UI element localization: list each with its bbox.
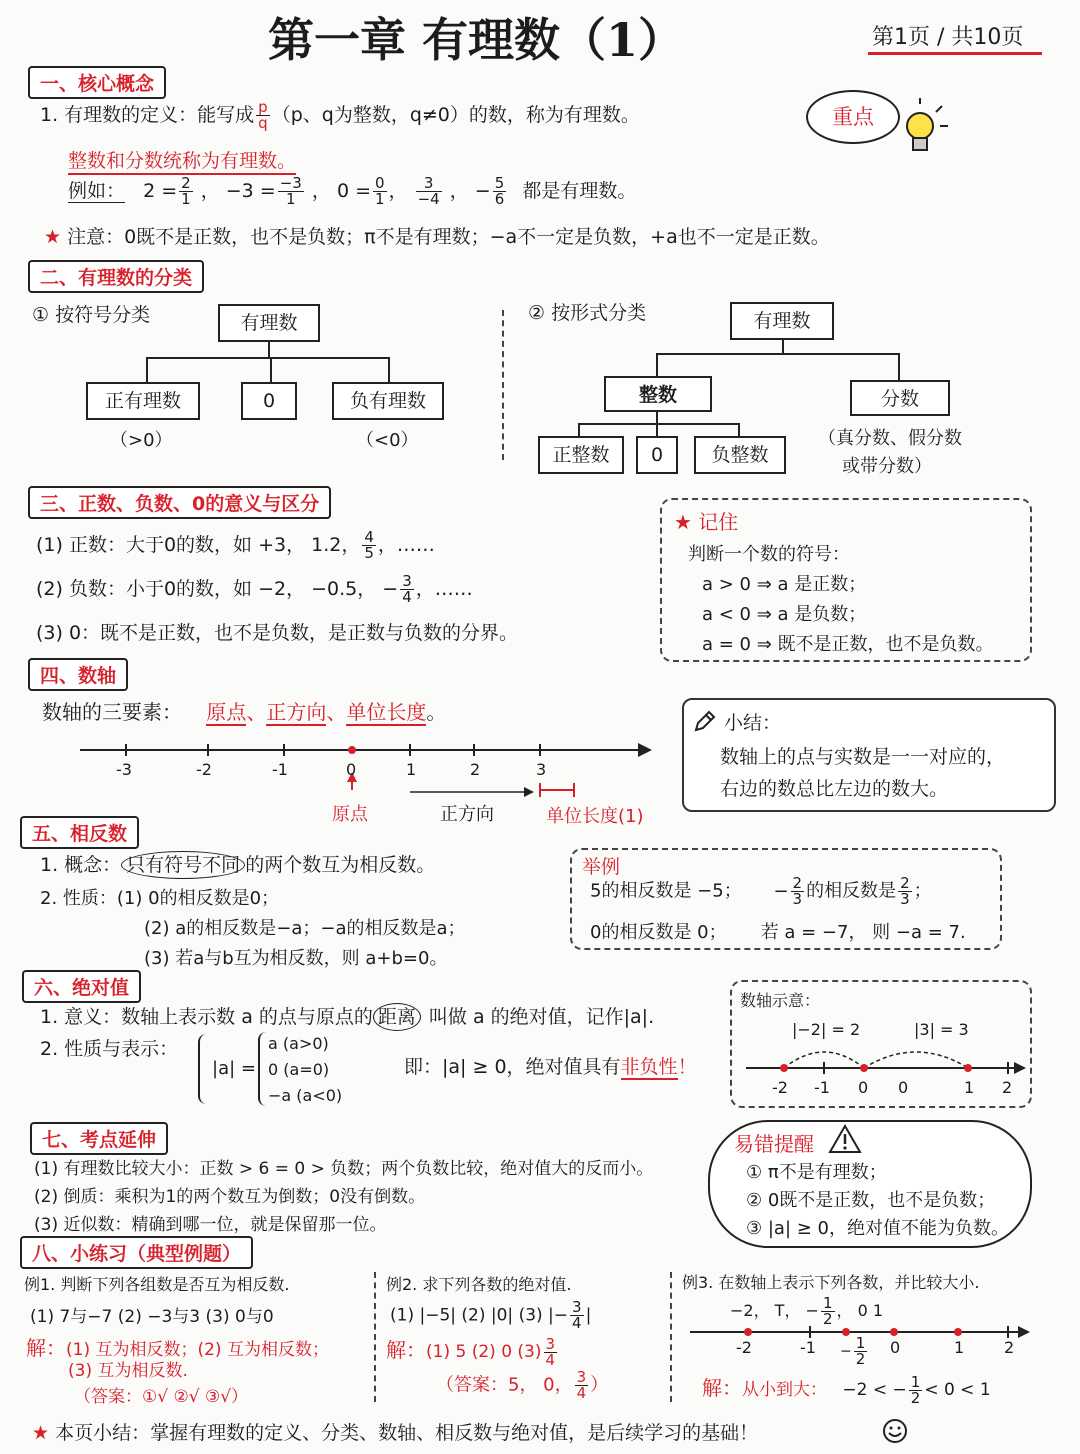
remember-line: a < 0 ⇒ a 是负数； (702, 604, 867, 625)
fraction-note-2: 或带分数） (842, 456, 932, 477)
tree2-root: 有理数 (730, 302, 834, 340)
tick-label: -3 (116, 760, 132, 779)
example3-tick: -2 (736, 1338, 752, 1357)
note-line: ★ 注意：0既不是正数，也不是负数；π不是有理数；−a不一定是负数，+a也不一定是正数。 (44, 226, 830, 248)
tree2-line (898, 353, 900, 381)
example1-items: (1) 7与−7 (2) −3与3 (3) 0与0 (30, 1307, 274, 1327)
classify-by-sign-label: ① 按符号分类 (32, 304, 151, 326)
tick-label: 1 (406, 760, 417, 779)
abs-tick-label: 2 (1002, 1078, 1013, 1097)
tree2-fraction: 分数 (850, 380, 950, 416)
section-7-title: 七、考点延伸 (30, 1122, 168, 1155)
non-negative-note: 即：|a| ≥ 0，绝对值具有非负性！ (404, 1056, 697, 1078)
tree1-line (268, 342, 270, 358)
example1-answer: 解：(1) 互为相反数；(2) 互为相反数； (26, 1336, 329, 1360)
example-line: 0的相反数是 0； 若 a = −7， 则 −a = 7. (590, 922, 966, 943)
footer-summary: ★ 本页小结：掌握有理数的定义、分类、数轴、相反数与绝对值，是后续学习的基础！ (32, 1422, 759, 1444)
star-icon: ★ (674, 510, 699, 534)
section-1-title: 一、核心概念 (28, 66, 166, 99)
error-item: ② 0既不是正数，也不是负数； (746, 1190, 996, 1211)
opposite-concept: 1. 概念： 只有符号不同 的两个数互为相反数。 (40, 850, 435, 877)
example2-answer: 解：(1) 5 (2) 0 (3) $\frac{3}{4}$ (386, 1334, 556, 1369)
abs-tick-label: -2 (772, 1078, 788, 1097)
classify-by-form-label: ② 按形式分类 (528, 302, 647, 324)
tree2-line (738, 423, 740, 437)
example3-tick: -1 (800, 1338, 816, 1357)
opposite-property: 2. 性质：(1) 0的相反数是0； (40, 888, 280, 909)
tick-label: 2 (470, 760, 481, 779)
error-item: ③ |a| ≥ 0，绝对值不能为负数。 (746, 1218, 1009, 1239)
divider (670, 1272, 672, 1402)
tick-label: -2 (196, 760, 212, 779)
abs-diagram-title: 数轴示意： (740, 991, 821, 1010)
abs-tick-label: 1 (964, 1078, 975, 1097)
section-4-title: 四、数轴 (28, 658, 128, 691)
abs-case: −a (a<0) (268, 1086, 343, 1105)
tree1-line (146, 357, 148, 383)
brace-right (258, 1032, 268, 1106)
section-6-title: 六、绝对值 (22, 970, 141, 1003)
origin-label: 原点 (332, 804, 368, 825)
star-icon: ★ (32, 1422, 56, 1444)
abs-symbol: |a| = (212, 1058, 256, 1079)
positive-def: (1) 正数：大于0的数，如 +3， 1.2， $\frac{4}{5}$ ，…… (36, 528, 435, 562)
tree1-line (270, 357, 272, 383)
page-number: 第1页 / 共10页 (872, 25, 1024, 50)
tree1-negative: 负有理数 (332, 382, 444, 420)
direction-label: 正方向 (440, 804, 494, 825)
section-5-title: 五、相反数 (20, 816, 139, 849)
remember-line: a = 0 ⇒ 既不是正数，也不是负数。 (702, 634, 994, 655)
brace-left (198, 1034, 208, 1104)
tree2-zero: 0 (636, 436, 678, 474)
example-line: 5的相反数是 −5； − $\frac{2}{3}$ 的相反数是 $\frac{2}{3}$ ； (590, 874, 932, 908)
tree2-line (578, 423, 580, 437)
abs-tick-label: -1 (814, 1078, 830, 1097)
section-8-title: 八、小练习（典型例题） (20, 1236, 253, 1269)
section-3-title: 三、正数、负数、0的意义与区分 (28, 486, 331, 519)
negative-def: (2) 负数：小于0的数，如 −2， −0.5， − $\frac{3}{4}$ ，…… (36, 572, 473, 606)
tree2-line (782, 340, 784, 354)
example2-question: 例2. 求下列各数的绝对值. (386, 1275, 572, 1294)
tick-label: 0 (346, 760, 357, 779)
example3-question: 例3. 在数轴上表示下列各数，并比较大小. (682, 1273, 980, 1292)
section-2-title: 二、有理数的分类 (28, 260, 204, 293)
example3-tick: 0 (890, 1338, 901, 1357)
summary-line: 数轴上的点与实数是一一对应的， (720, 746, 1006, 768)
three-elements: 数轴的三要素： 原点、正方向、单位长度。 (42, 700, 447, 724)
zero-def: (3) 0：既不是正数，也不是负数，是正数与负数的分界。 (36, 622, 519, 644)
abs-diagram-label: |−2| = 2 (792, 1020, 861, 1039)
example3-tick: 2 (1004, 1338, 1015, 1357)
warning-icon (828, 1124, 862, 1154)
tick-label: 3 (536, 760, 547, 779)
star-icon: ★ (44, 226, 68, 248)
abs-case: 0 (a=0) (268, 1060, 330, 1079)
example-title: 举例 (582, 856, 621, 878)
example1-question: 例1. 判断下列各组数是否互为相反数. (24, 1275, 290, 1294)
abs-tick-label: 0 (858, 1078, 869, 1097)
abs-meaning: 1. 意义：数轴上表示数 a 的点与原点的 距离 叫做 a 的绝对值，记作|a|. (40, 1002, 654, 1029)
summary-line: 右边的数总比左边的数大。 (720, 778, 949, 800)
tree1-zero: 0 (241, 382, 297, 420)
tree2-line (656, 353, 658, 377)
page-number-underline (868, 52, 1042, 55)
opposite-property: (3) 若a与b互为相反数，则 a+b=0。 (144, 948, 448, 969)
page-title: 第一章 有理数（1） (268, 13, 685, 67)
example2-items: (1) |−5| (2) |0| (3) |− $\frac{3}{4}$ | (390, 1298, 592, 1332)
positive-condition: （>0） (110, 430, 173, 451)
tree2-line (578, 423, 740, 425)
remember-title: ★ 记住 (674, 510, 739, 534)
tree1-root: 有理数 (218, 304, 320, 342)
example1-answer: (3) 互为相反数. (68, 1361, 188, 1381)
example3-tick: 1 (954, 1338, 965, 1357)
tree1-line (388, 357, 390, 383)
integer-fraction-note: 整数和分数统称为有理数。 (68, 146, 296, 175)
example2-key: （答案：5， 0， $\frac{3}{4}$ ） (436, 1368, 609, 1402)
extension-line: (2) 倒质：乘积为1的两个数互为倒数；0没有倒数。 (34, 1187, 426, 1207)
remember-line: 判断一个数的符号： (688, 544, 850, 565)
error-item: ① π不是有理数； (746, 1162, 887, 1183)
abs-case: a (a>0) (268, 1034, 329, 1053)
negative-condition: （<0） (356, 430, 419, 451)
tree2-line (656, 353, 900, 355)
abs-diagram-label: |3| = 3 (914, 1020, 969, 1039)
example3-answer: 解：从小到大： −2 < − $\frac{1}{2}$ < 0 < 1 (702, 1372, 991, 1407)
tree1-positive: 正有理数 (86, 382, 200, 420)
lightbulb-icon (900, 96, 950, 158)
example3-values: −2， T， − $\frac{1}{2}$ ， 0 1 (730, 1294, 884, 1328)
smiley-icon (882, 1418, 908, 1444)
extension-line: (1) 有理数比较大小：正数 > 6 = 0 > 负数；两个负数比较，绝对值大的反而小。 (34, 1159, 654, 1179)
example1-key: （答案：①√ ②√ ③√） (74, 1387, 249, 1407)
unit-label: 单位长度(1) (546, 806, 644, 827)
abs-property-label: 2. 性质与表示： (40, 1038, 179, 1060)
tick-label: -1 (272, 760, 288, 779)
tree2-line (656, 423, 658, 437)
remember-line: a > 0 ⇒ a 是正数； (702, 574, 867, 595)
tree2-neg-int: 负整数 (694, 436, 786, 474)
def-line: 1. 有理数的定义：能写成 $\frac{p}{q}$ （p、q为整数，q≠0）的数，称为有理数。 (40, 98, 640, 132)
fraction-note-1: （真分数、假分数 (818, 428, 962, 449)
divider (502, 310, 504, 460)
tree2-integer: 整数 (604, 376, 712, 412)
opposite-property: (2) a的相反数是−a；−a的相反数是a； (144, 918, 466, 939)
extension-line: (3) 近似数：精确到哪一位，就是保留那一位。 (34, 1215, 387, 1235)
tree1-line (146, 357, 390, 359)
key-point-bubble: 重点 (806, 90, 900, 144)
divider (374, 1272, 376, 1402)
example3-tick: − $\frac{1}{2}$ (840, 1334, 866, 1368)
error-title: 易错提醒 (734, 1132, 814, 1156)
summary-title: 小结： (724, 712, 782, 734)
abs-tick-label: 0 (898, 1078, 909, 1097)
pencil-icon (692, 708, 718, 734)
example-line: 例如： 2 = $\frac{2}{1}$ ， −3 = $\frac{-3}{1}$ ， 0 = $\frac{0}{1}$ ， $\frac{3}{-4}$ ， − $\frac{5}{6}$ 都是有理数。 (68, 174, 637, 208)
tree2-pos-int: 正整数 (538, 436, 624, 474)
